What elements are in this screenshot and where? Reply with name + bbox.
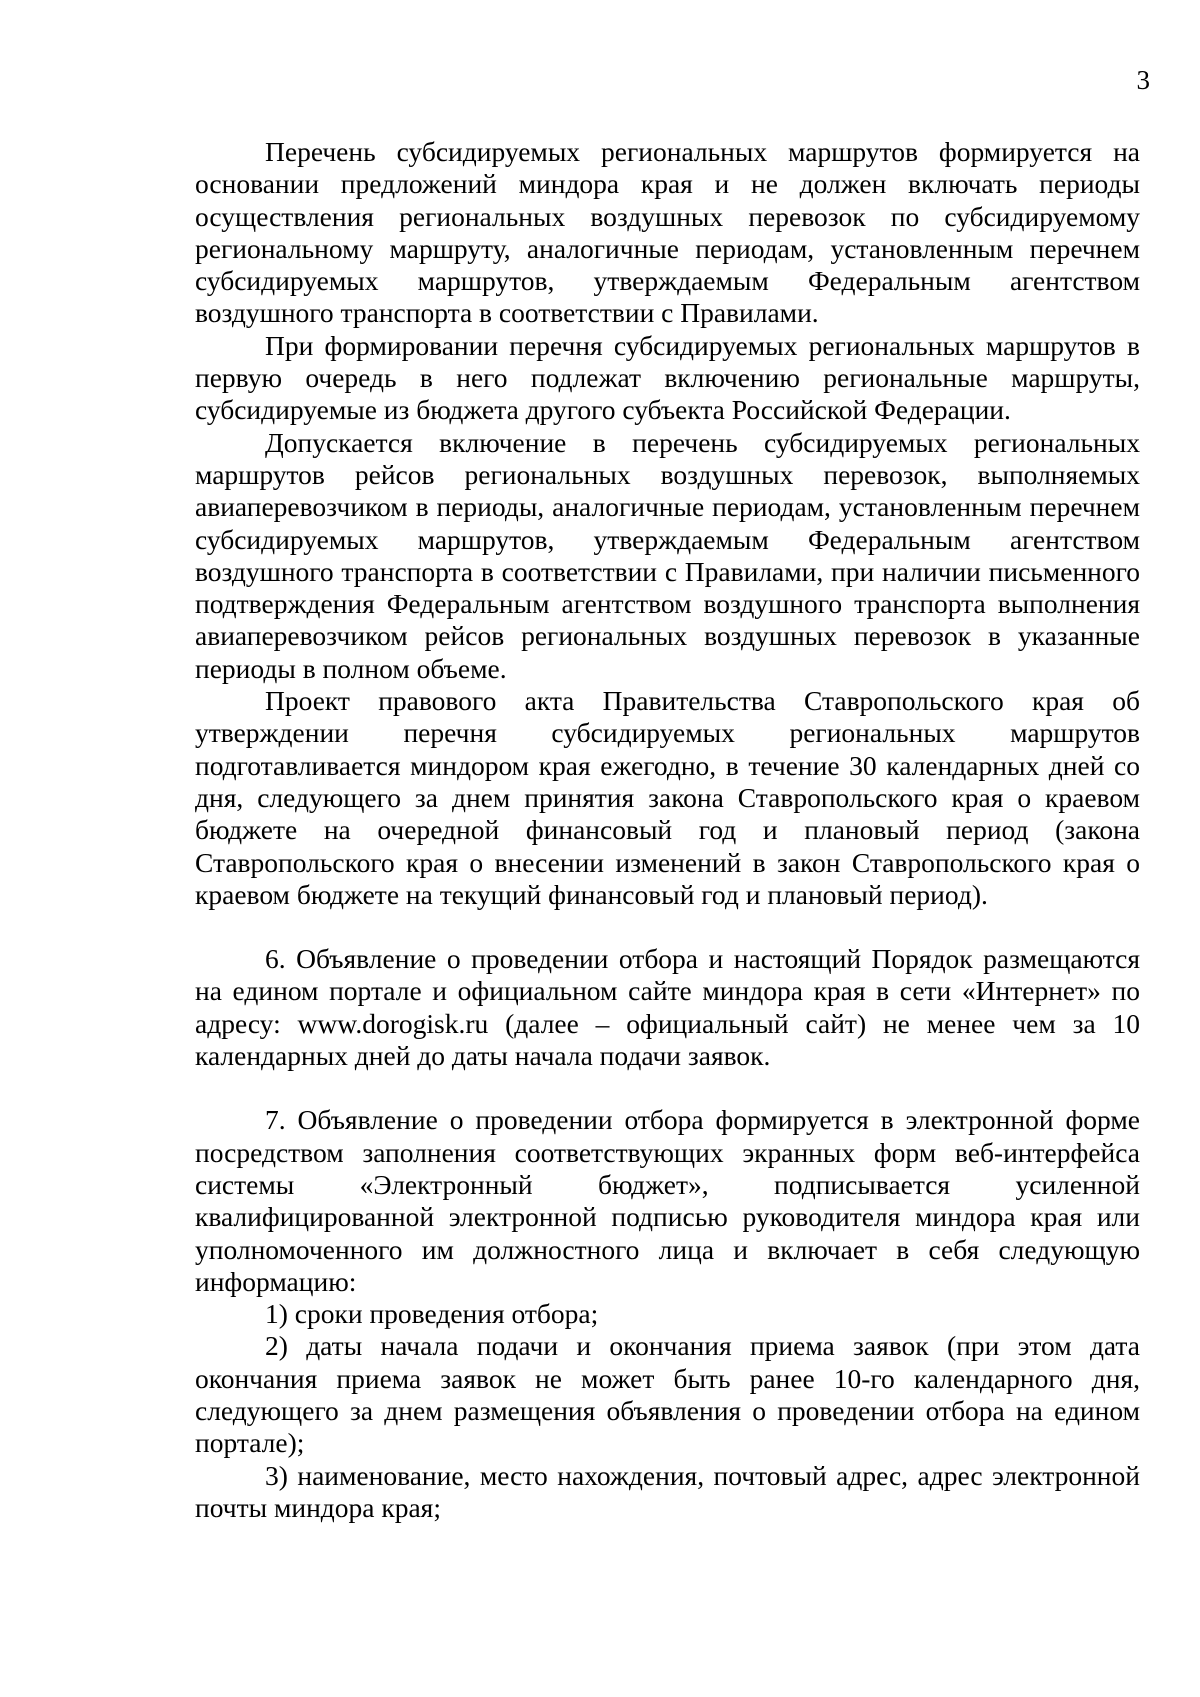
paragraph-route-list-formation: Перечень субсидируемых региональных маршрутов формируется на основании предложений миндора края и не должен включать периоды осуществления региональных воздушных перевозок по субсидируемому региональному маршруту, аналогичные периодам, установленным перечнем субсидируемых маршрутов, утверждаемым Федеральным агентством воздушного транспорта в соответствии с Правилами.: [195, 136, 1140, 329]
page-number: 3: [1136, 65, 1150, 95]
list-item-2: 2) даты начала подачи и окончания приема заявок (при этом дата окончания приема заявок не может быть ранее 10-го календарного дня, следующего за днем размещения объявления о проведении отбора на едином портале);: [195, 1330, 1140, 1459]
document-body: [195, 136, 1140, 1524]
list-item-3: 3) наименование, место нахождения, почтовый адрес, адрес электронной почты миндора края;: [195, 1459, 1140, 1523]
paragraph-route-list-priority: При формировании перечня субсидируемых региональных маршрутов в первую очередь в него подлежат включению региональные маршруты, субсидируемые из бюджета другого субъекта Российской Федерации.: [195, 329, 1140, 426]
paragraph-legal-act-draft: Проект правового акта Правительства Ставропольского края об утверждении перечня субсидируемых региональных маршрутов подготавливается миндором края ежегодно, в течение 30 календарных дней со дня, следующего за днем принятия закона Ставропольского края о краевом бюджете на очередной финансовый год и плановый период (закона Ставропольского края о внесении изменений в закон Ставропольского края о краевом бюджете на текущий финансовый год и плановый период).: [195, 685, 1140, 910]
section-spacer: [195, 911, 1140, 943]
paragraph-section-6: 6. Объявление о проведении отбора и настоящий Порядок размещаются на едином портале и официальном сайте миндора края в сети «Интернет» по адресу: www.dorogisk.ru (далее – официальный сайт) не менее чем за 10 календарных дней до даты начала подачи заявок.: [195, 943, 1140, 1072]
section-spacer: [195, 1072, 1140, 1104]
paragraph-route-inclusion-allowed: Допускается включение в перечень субсидируемых региональных маршрутов рейсов региональных воздушных перевозок, выполняемых авиаперевозчиком в периоды, аналогичные периодам, установленным перечнем субсидируемых маршрутов, утверждаемым Федеральным агентством воздушного транспорта в соответствии с Правилами, при наличии письменного подтверждения Федеральным агентством воздушного транспорта выполнения авиаперевозчиком рейсов региональных воздушных перевозок в указанные периоды в полном объеме.: [195, 426, 1140, 684]
paragraph-section-7: 7. Объявление о проведении отбора формируется в электронной форме посредством заполнения соответствующих экранных форм веб-интерфейса системы «Электронный бюджет», подписывается усиленной квалифицированной электронной подписью руководителя миндора края или уполномоченного им должностного лица и включает в себя следующую информацию:: [195, 1104, 1140, 1297]
list-item-1: 1) сроки проведения отбора;: [265, 1298, 599, 1330]
